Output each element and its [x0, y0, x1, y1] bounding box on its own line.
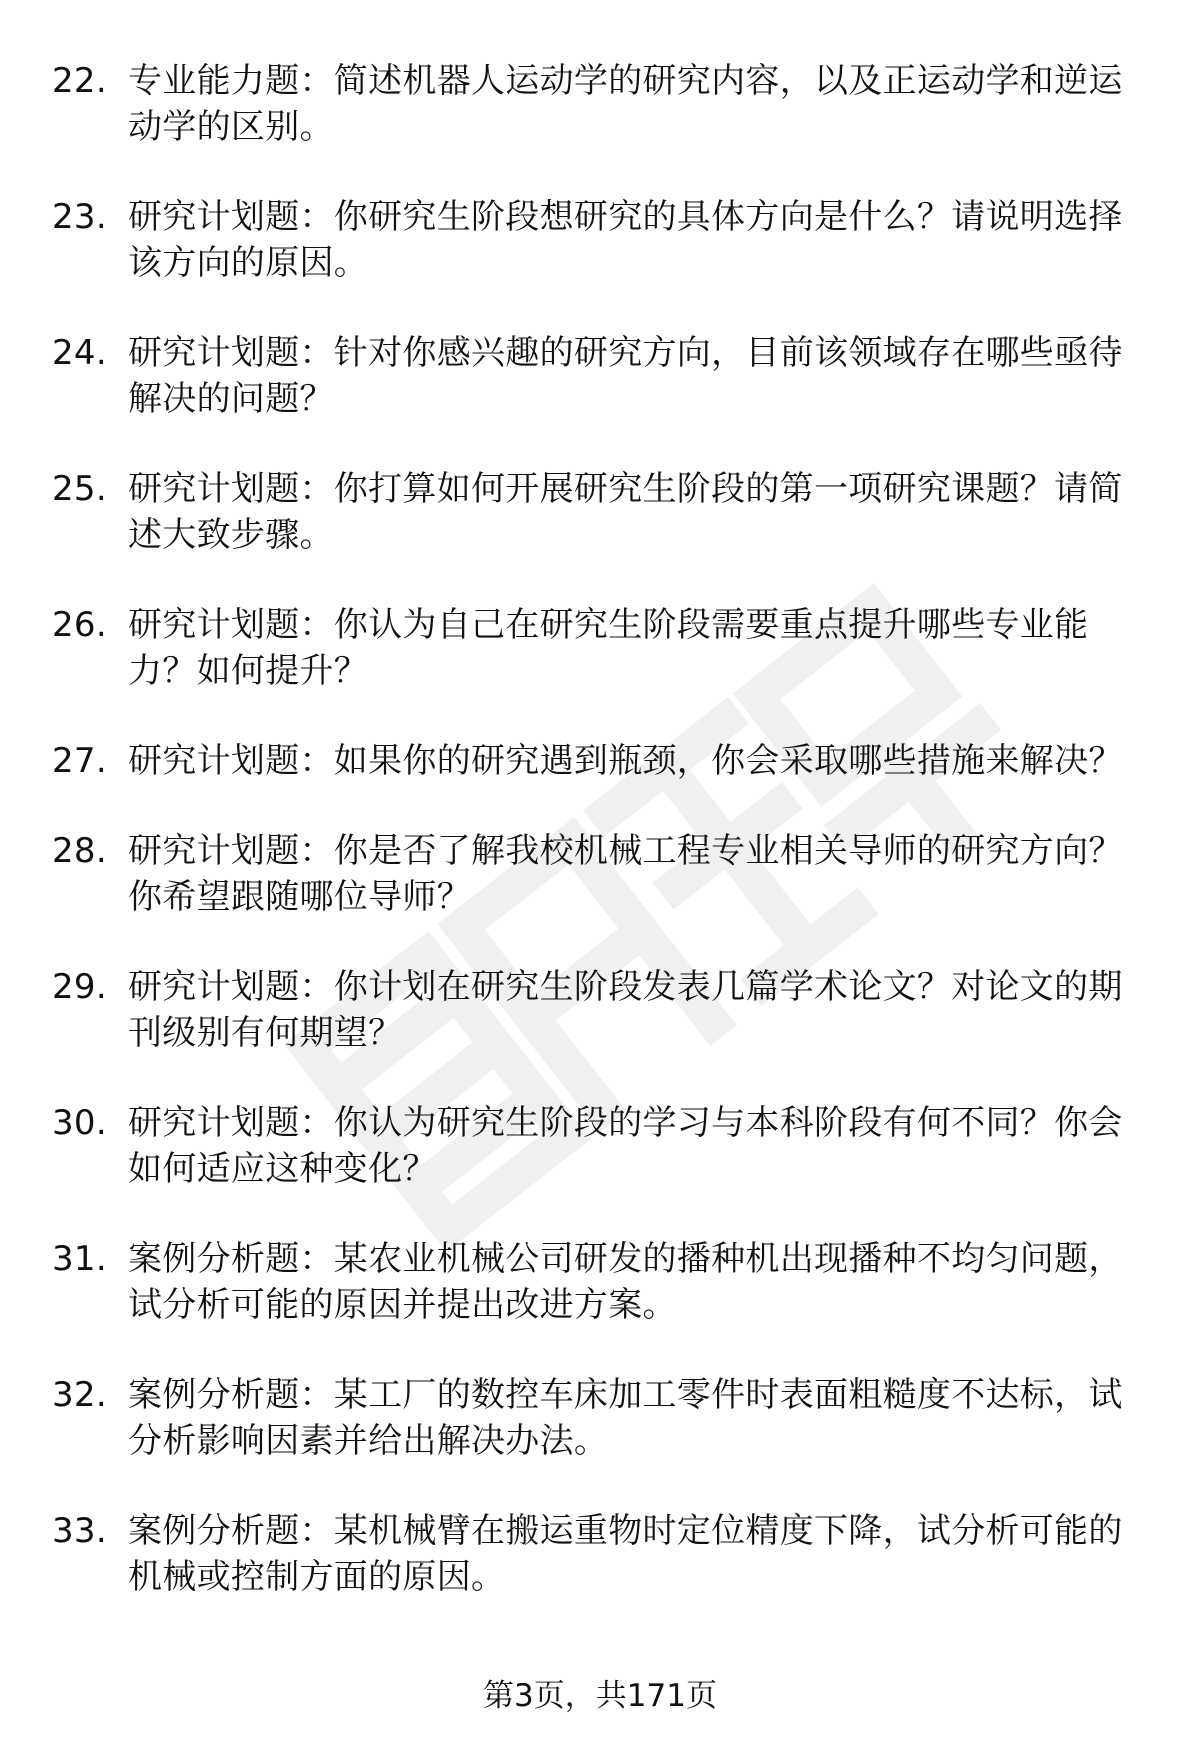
question-text: 研究计划题：你计划在研究生阶段发表几篇学术论文？对论文的期刊级别有何期望？	[128, 967, 1123, 1053]
question-number: 24.	[52, 333, 107, 373]
question-number: 26.	[52, 605, 107, 645]
question-number: 28.	[52, 831, 107, 871]
question-text: 案例分析题：某农业机械公司研发的播种机出现播种不均匀问题，试分析可能的原因并提出改进方案。	[128, 1239, 1123, 1325]
question-item	[52, 1100, 1147, 1192]
question-text: 研究计划题：你认为自己在研究生阶段需要重点提升哪些专业能力？如何提升？	[128, 605, 1089, 691]
question-number: 32.	[52, 1375, 107, 1415]
question-number: 27.	[52, 741, 107, 781]
question-item	[52, 330, 1147, 422]
question-number: 22.	[52, 61, 107, 101]
question-item	[52, 738, 1147, 784]
question-item	[52, 58, 1147, 150]
question-number: 23.	[52, 197, 107, 237]
question-text: 案例分析题：某机械臂在搬运重物时定位精度下降，试分析可能的机械或控制方面的原因。	[128, 1511, 1123, 1597]
question-text: 案例分析题：某工厂的数控车床加工零件时表面粗糙度不达标，试分析影响因素并给出解决办法。	[128, 1375, 1123, 1461]
question-text: 专业能力题：简述机器人运动学的研究内容，以及正运动学和逆运动学的区别。	[128, 61, 1123, 147]
question-item	[52, 1236, 1147, 1328]
page-number: 第3页，共171页	[483, 1678, 717, 1714]
question-text: 研究计划题：针对你感兴趣的研究方向，目前该领域存在哪些亟待解决的问题？	[128, 333, 1123, 419]
question-text: 研究计划题：如果你的研究遇到瓶颈，你会采取哪些措施来解决？	[128, 741, 1123, 781]
question-number: 29.	[52, 967, 107, 1007]
question-number: 25.	[52, 469, 107, 509]
question-item	[52, 466, 1147, 558]
question-item	[52, 828, 1147, 920]
question-number: 33.	[52, 1511, 107, 1551]
question-text: 研究计划题：你打算如何开展研究生阶段的第一项研究课题？请简述大致步骤。	[128, 469, 1123, 555]
question-item	[52, 602, 1147, 694]
question-item	[52, 964, 1147, 1056]
question-list	[52, 58, 1147, 1644]
question-text: 研究计划题：你认为研究生阶段的学习与本科阶段有何不同？你会如何适应这种变化？	[128, 1103, 1123, 1189]
question-text: 研究计划题：你研究生阶段想研究的具体方向是什么？请说明选择该方向的原因。	[128, 197, 1123, 283]
question-text: 研究计划题：你是否了解我校机械工程专业相关导师的研究方向？你希望跟随哪位导师？	[128, 831, 1123, 917]
question-number: 31.	[52, 1239, 107, 1279]
question-item	[52, 194, 1147, 286]
question-item	[52, 1508, 1147, 1600]
question-item	[52, 1372, 1147, 1464]
question-number: 30.	[52, 1103, 107, 1143]
